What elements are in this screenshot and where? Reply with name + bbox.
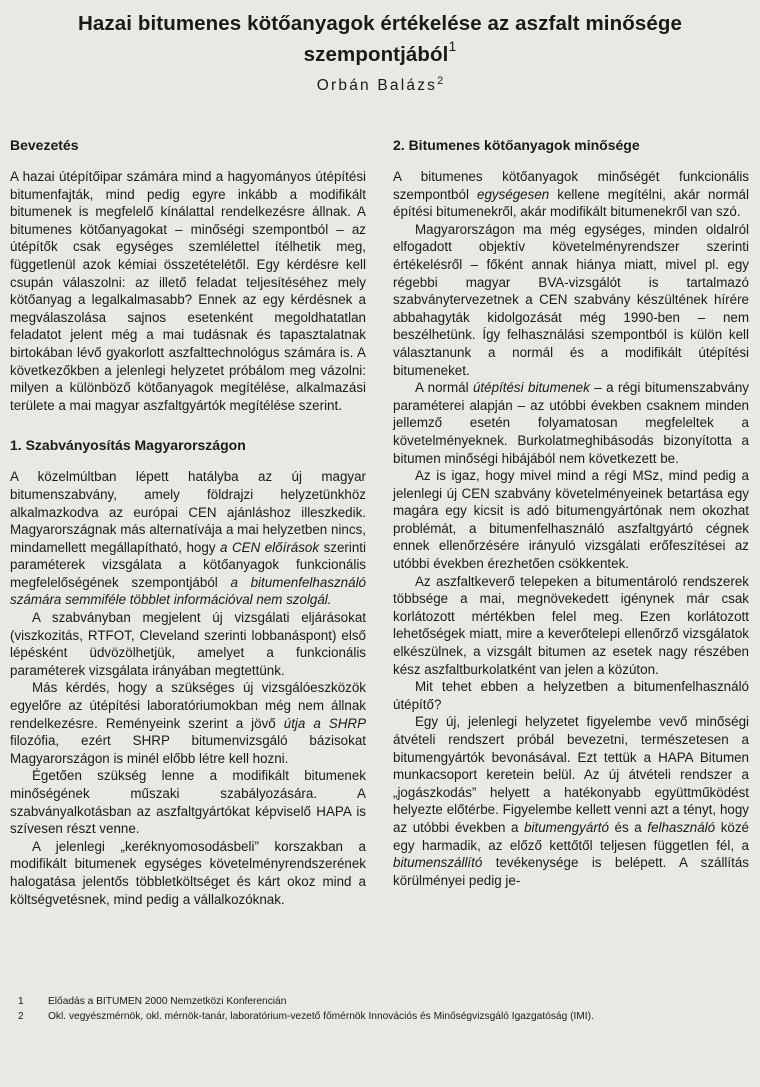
section-1-paragraph-4: Égetően szükség lenne a modifikált bitumenek minőségének műszaki szabályozására. A szabványalkotásban az aszfaltgyártókat képviselő HAPA is szívesen részt venne. <box>10 768 366 837</box>
section-2-paragraph-2: Magyarországon ma még egységes, minden oldalról elfogadott objektív követelményrendszer szerinti értékelésről – főként annak hiánya miatt, mivel pl. egy régebbi magyar BVA-vizsgálót is tartalmazó szabványtervezetnek a CEN szabvány készültének hírére abbahagyták kidolgozását még 1990-ben – nem beszélhetünk. Így felhasználási szempontból is külön kell választanunk a normál és a modifikált útépítési bitumeneket. <box>393 221 749 378</box>
left-column <box>10 132 366 908</box>
section-2-paragraph-4: Az is igaz, hogy mivel mind a régi MSz, mind pedig a jelenlegi új CEN szabvány követelményeinek betartása egy magára egy kicsit is adó bitumengyártónak nem okozhat problémát, a bitumenfelhasználó aszfaltgyártó cégnek ennek ellenőrzésére irányuló vizsgálati erőfeszítései az utóbbi években érezhetően csökkentek. <box>393 468 749 572</box>
footnote-2 <box>18 1009 748 1024</box>
section-2-paragraph-3: A normál útépítési bitumenek – a régi bitumenszabvány paraméterei alapján – az utóbbi években csaknem minden jellemző esetén folyamatosan megfeleltek a követelményeknek. Burkolatmeghibásodás bizonyította a bitumen minőségi hibájából nem következett be. <box>393 380 749 466</box>
section-1-paragraph-1: A közelmúltban lépett hatályba az új magyar bitumenszabvány, amely földrajzi helyzetünkhöz alkalmazkodva az európai CEN ajánláshoz illeszkedik. Magyarországnak más alternatívája a mai helyzetben nincs, mindamellett megállapítható, hogy a CEN előírások szerinti paraméterek vizsgálata a kötőanyagok funkcionális megfelelőségének szempontjából a bitumenfelhasználó számára semmiféle többlet információval nem szolgál. <box>10 469 366 608</box>
section-1-paragraph-2: A szabványban megjelent új vizsgálati eljárásokat (viszkozitás, RTFOT, Cleveland szerinti lobbanáspont) első lépésként üdvözölhetjük, amelyet a funkcionális paraméterek vizsgálata irányában megtettünk. <box>10 610 366 678</box>
section-2-paragraph-6: Mit tehet ebben a helyzetben a bitumenfelhasználó útépítő? <box>393 679 749 712</box>
section-2-heading: 2. Bitumenes kötőanyagok minősége <box>393 137 640 153</box>
author-footnote-mark: 2 <box>437 74 444 87</box>
section-2-paragraph-5: Az aszfaltkeverő telepeken a bitumentároló rendszerek többsége a mai, megnövekedett igénynek már csak korlátozott mértékben felel meg. Ezen korlátozott lehetőségek miatt, mire a keverőtelepi ellenőrző vizsgálatok elkészülnek, a vizsgált bitumen az esetek nagy részében kész aszfaltburkolatként van jelen a közúton. <box>393 573 749 677</box>
intro-paragraph: A hazai útépítőipar számára mind a hagyományos útépítési bitumenfajták, mind pedig egyre inkább a modifikált bitumenek is megfelelő kínálattal rendelkezésre állnak. A bitumenes kötőanyagokat – minőségi szempontból – az útépítők csak egységes szemlélettel ítélhetik meg, függetlenül azok kémiai összetételétől. Egy kérdésre kell csupán válaszolni: az illető feladat teljesítéséhez mely kötőanyag a legalkalmasabb? Ennek az egy kérdésnek a megválaszolása sajnos esetenként megoldhatatlan feladatot jelent még a mai tudásnak és tapasztalatnak birtokában lévő gyakorlott aszfalttechnológus számára is. A következőkben a jelenlegi helyzetet próbálom meg vázolni: milyen a különböző kötőanyagok megítélése, alkalmazási területe a mai magyar aszfaltgyártók megítélése szerint. <box>10 169 366 413</box>
footnote-number: 1 <box>18 996 24 1007</box>
author-name <box>0 71 760 96</box>
right-column <box>393 132 749 889</box>
section-2-paragraph-1: A bitumenes kötőanyagok minőségét funkcionális szempontból egységesen kellene megítélni, akár normál építési bitumenekről, akár modifikált bitumenekről van szó. <box>393 169 749 220</box>
section-1-paragraph-5: A jelenlegi „keréknyomosodásbeli” korszakban a modifikált bitumenek egységes követelményrendszerének halogatása jelentős többletköltséget és kárt okoz mind a költségvetésnek, mind pedig a vállalkozóknak. <box>10 838 366 907</box>
footnote-number: 2 <box>18 1011 24 1022</box>
footnote-1 <box>18 994 748 1009</box>
section-2-paragraph-7: Egy új, jelenlegi helyzetet figyelembe vevő minőségi átvételi rendszert próbál bevezetni, természetesen a bitumengyártók bevonásával. Ezt tettük a HAPA Bitumen munkacsoport keretein belül. Az új átvételi rendszer a „jogászkodás” helyett a hatékonyabb együttműködést helyezte előtérbe. Figyelembe kellett venni azt a tényt, hogy az utóbbi években a bitumengyártó és a felhasználó közé egy harmadik, az előző kettőtől teljesen független fél, a bitumenszállító tevékenysége is belépett. A szállítás körülményei pedig je- <box>393 714 749 888</box>
footnotes <box>18 994 748 1024</box>
title-line-1: Hazai bitumenes kötőanyagok értékelése az aszfalt minősége <box>78 12 682 35</box>
article-header <box>0 12 760 96</box>
footnote-text: Előadás a BITUMEN 2000 Nemzetközi Konferencián <box>48 996 287 1007</box>
footnote-text: Okl. vegyészmérnök, okl. mérnök-tanár, laboratórium-vezető főmérnök Innovációs és Minőségvizsgáló Igazgatóság (IMI). <box>48 1011 594 1022</box>
author-text: Orbán Balázs <box>316 76 438 94</box>
title-footnote-mark: 1 <box>448 38 457 54</box>
title-line-2: szempontjából <box>303 42 449 66</box>
article-title <box>0 12 760 67</box>
section-1-paragraph-3: Más kérdés, hogy a szükséges új vizsgálóeszközök egyelőre az útépítési laboratóriumokban még nem állnak rendelkezésre. Reményeink szerint a jövő útja a SHRP filozófia, ezért SHRP bitumenvizsgáló bázisokat Magyarországon is minél előbb létre kell hozni. <box>10 680 367 766</box>
section-1-heading: 1. Szabványosítás Magyarországon <box>10 437 246 454</box>
intro-heading: Bevezetés <box>10 137 79 153</box>
